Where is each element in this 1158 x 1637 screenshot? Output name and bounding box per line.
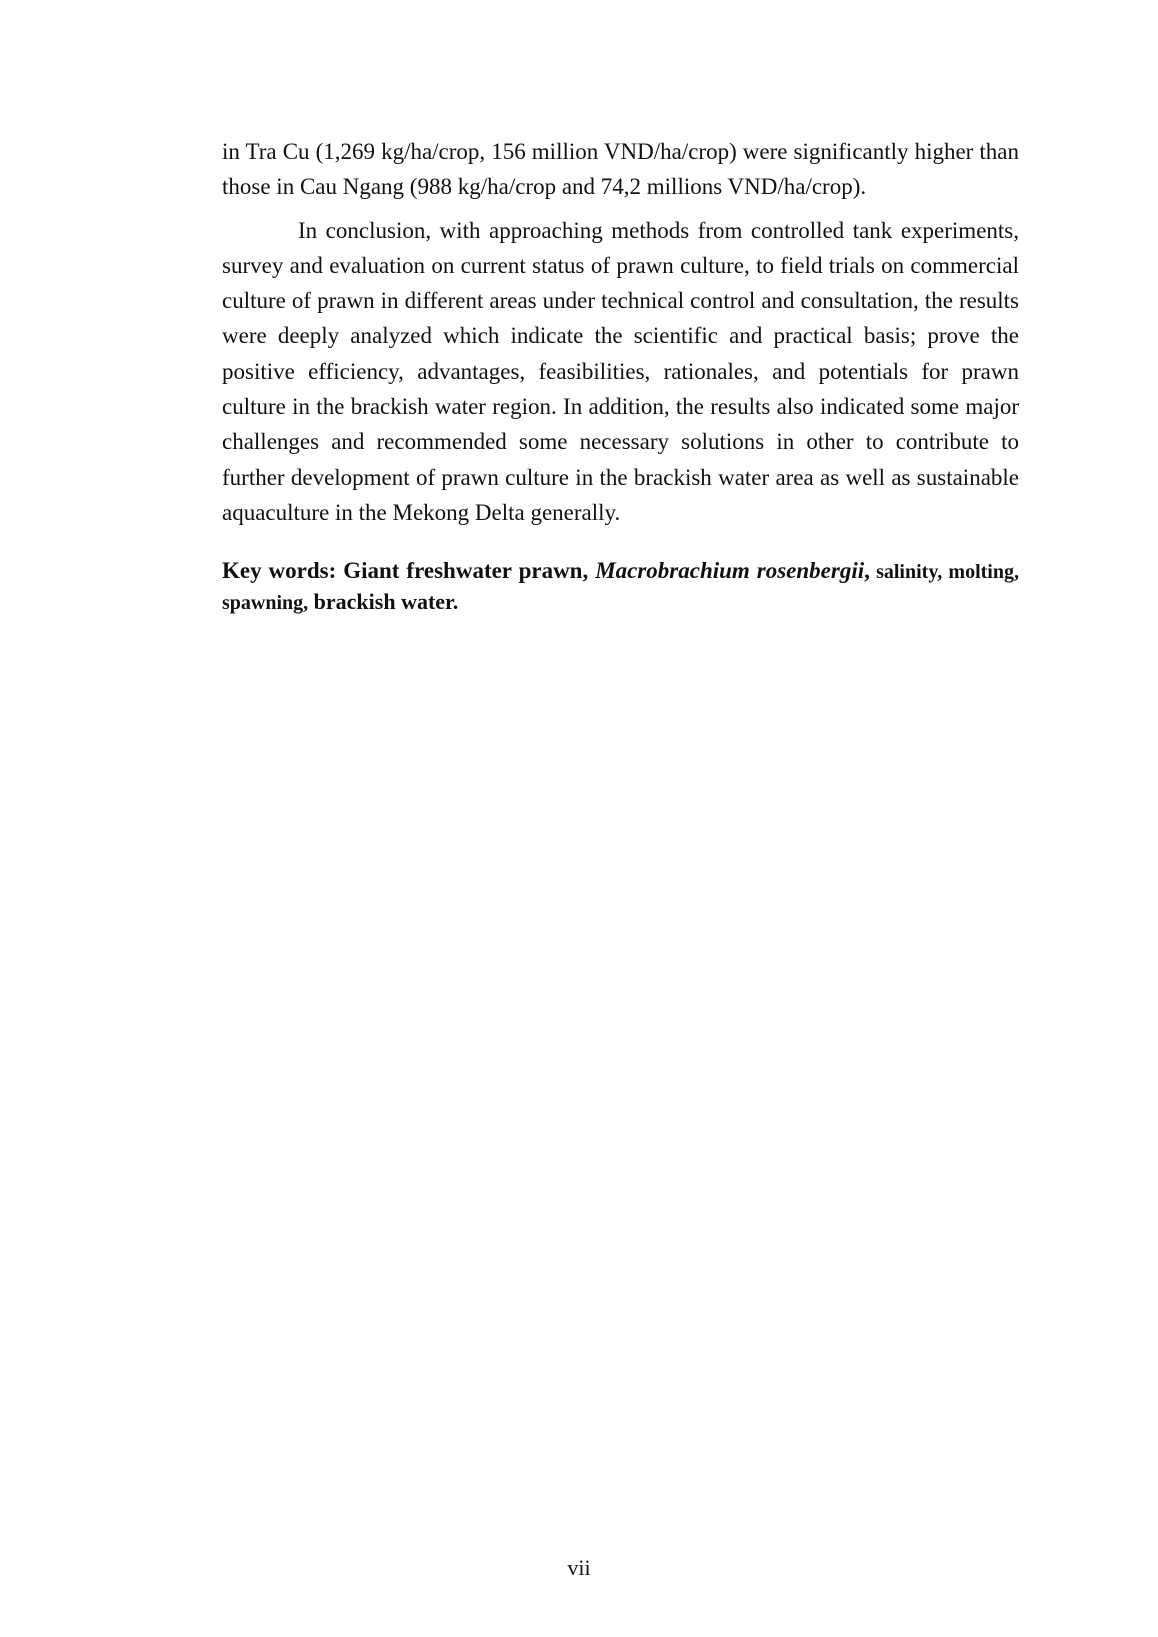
keywords-label: Key words: — [222, 558, 337, 584]
page-body — [222, 134, 1019, 618]
paragraph-conclusion: In conclusion, with approaching methods from controlled tank experiments, survey and evaluation on current status of prawn culture, to field trials on commercial culture of prawn in different areas under technical control and consultation, the results were deeply analyzed which indicate the scientific and practical basis; prove the positive efficiency, advantages, feasibilities, rationales, and potentials for prawn culture in the brackish water region. In addition, the results also indicated some major challenges and recommended some necessary solutions in other to contribute to further development of prawn culture in the brackish water area as well as sustainable aquaculture in the Mekong Delta generally. — [222, 217, 1019, 525]
page-number: vii — [567, 1555, 591, 1580]
keywords-species: Macrobrachium rosenbergii — [595, 558, 865, 584]
paragraph-results-summary: in Tra Cu (1,269 kg/ha/crop, 156 million VND/ha/crop) were significantly higher than those in Cau Ngang (988 kg/ha/crop and 74,2 millions VND/ha/crop). — [222, 139, 1019, 200]
keywords-rest: salinity, molting, spawning, — [222, 561, 1019, 615]
keywords-line — [222, 556, 1019, 618]
keywords-lead: Giant freshwater prawn, — [336, 558, 596, 584]
keywords-comma: , — [864, 558, 870, 584]
keywords-tail: brackish water. — [308, 589, 459, 615]
